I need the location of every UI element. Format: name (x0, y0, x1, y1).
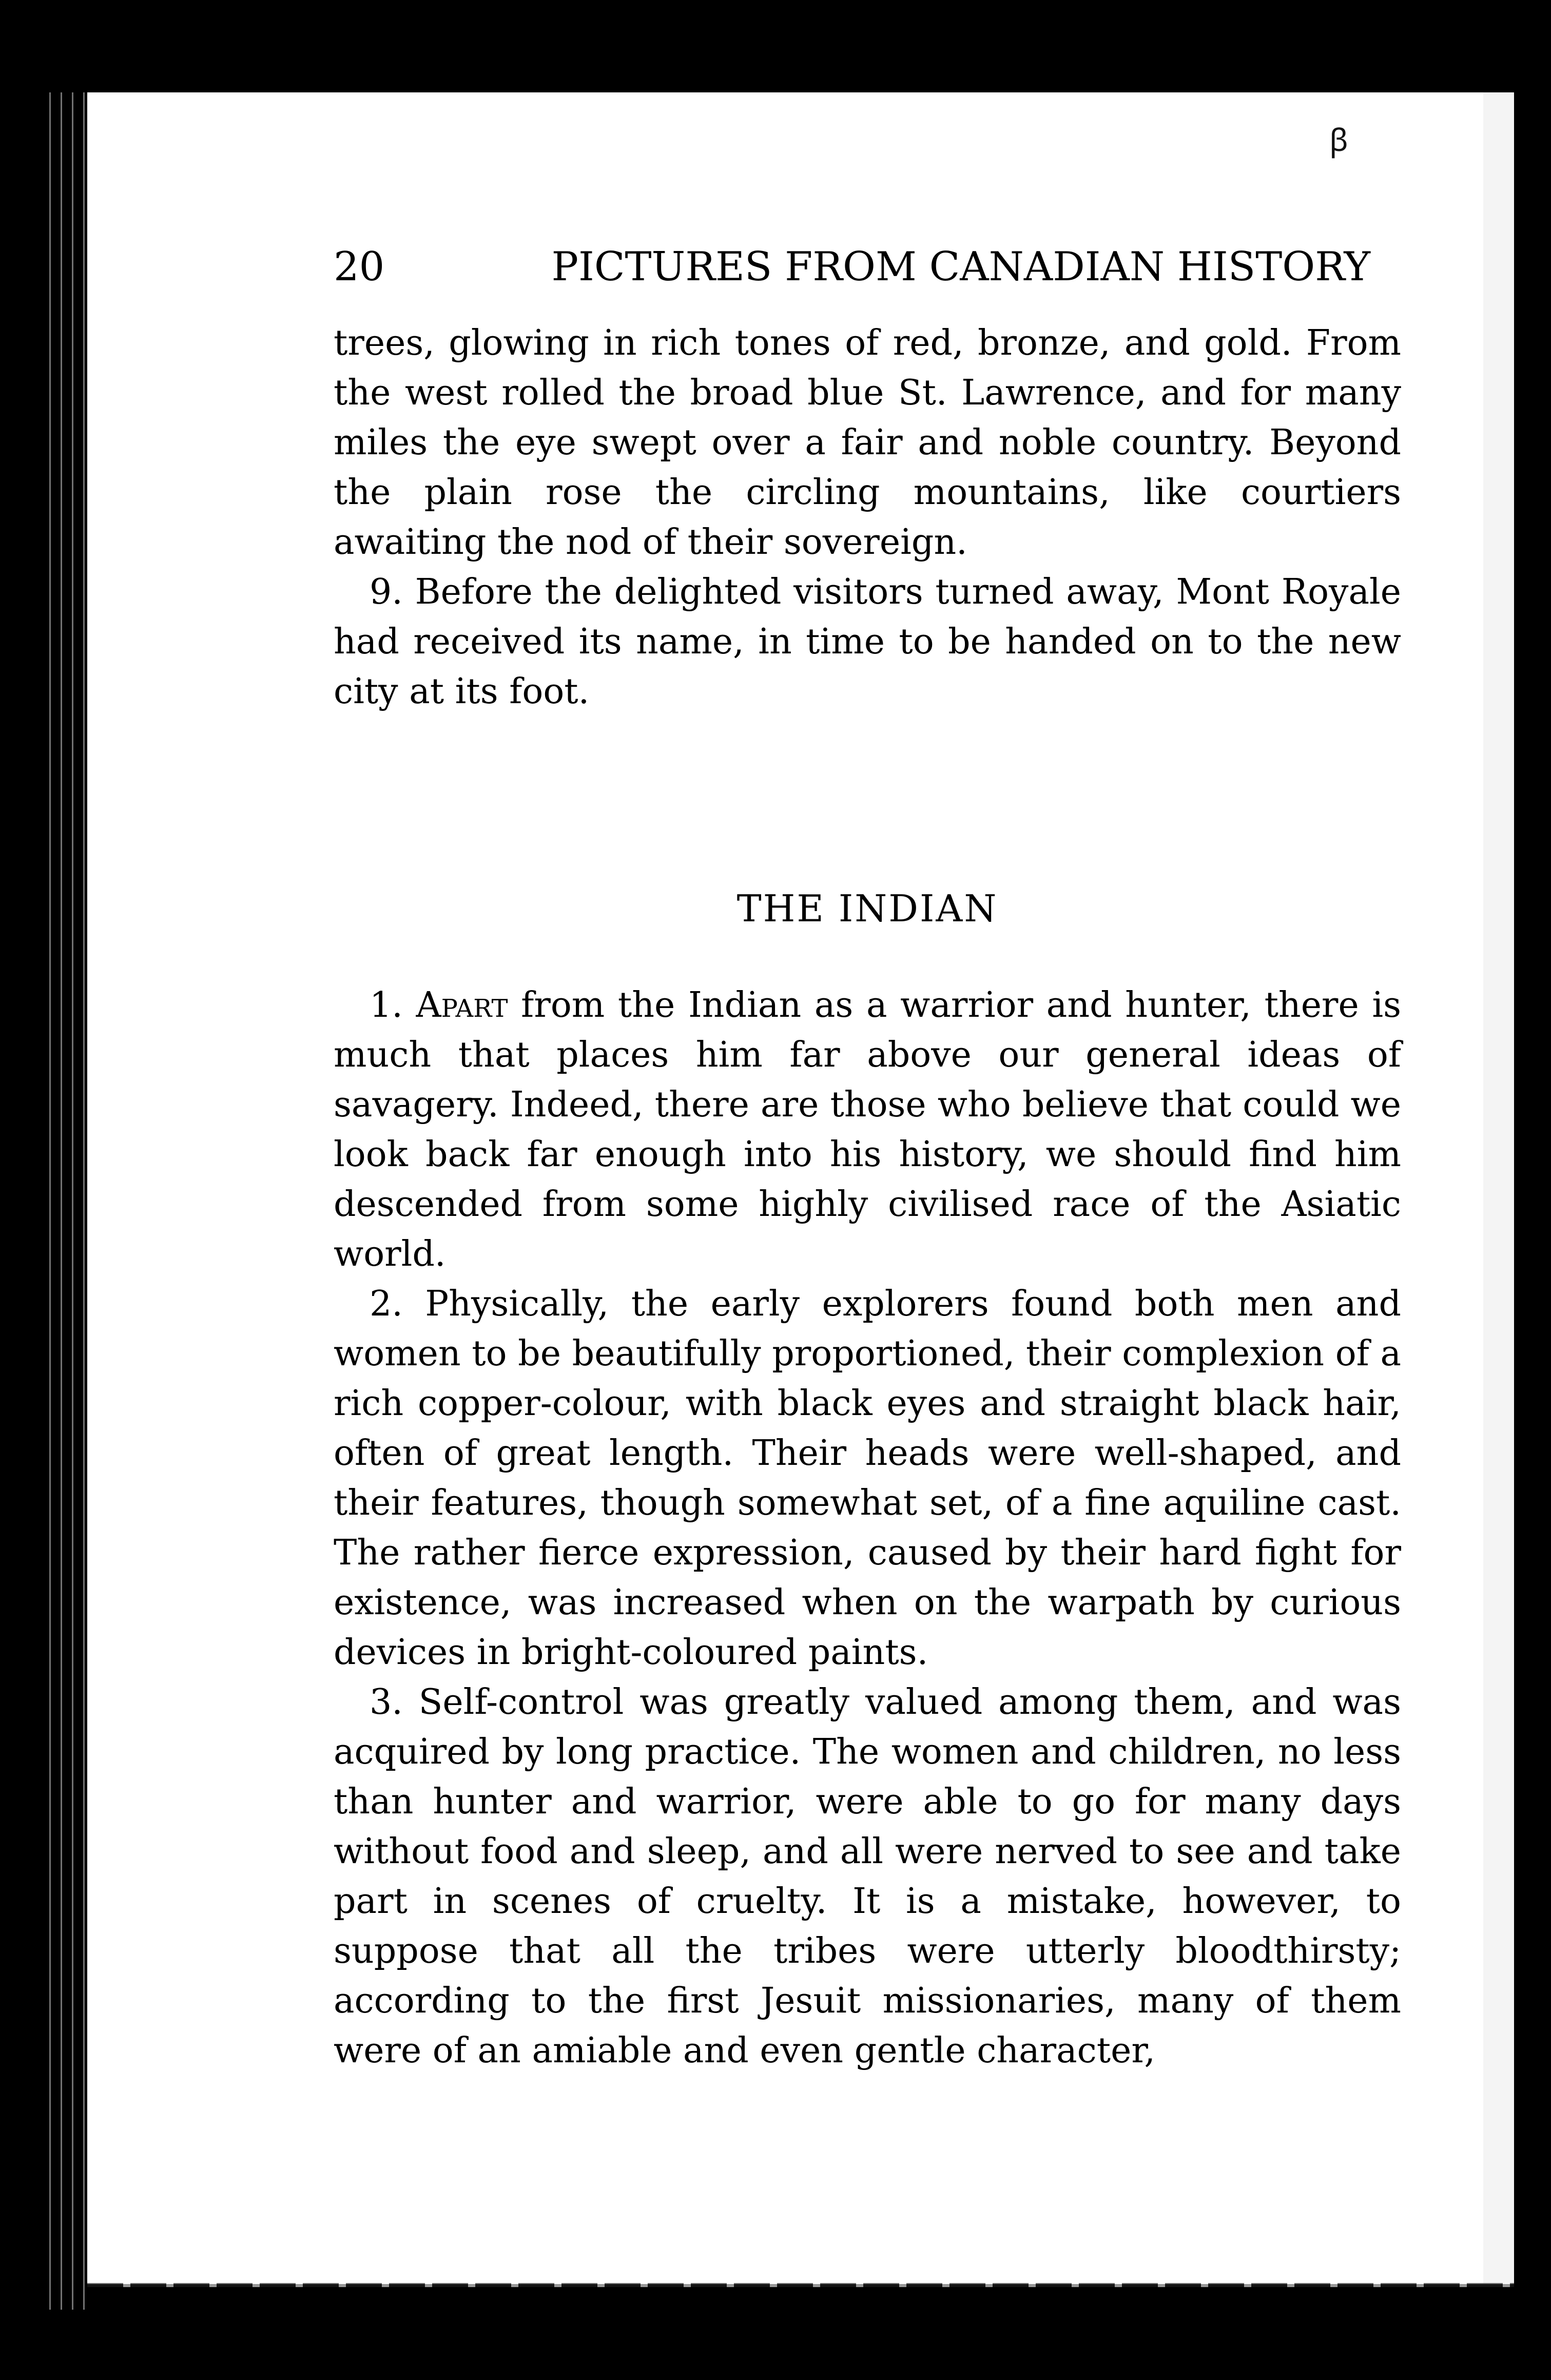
section-heading: THE INDIAN (736, 887, 998, 930)
page-edge-right (1483, 92, 1514, 2284)
paragraph-1-lead: 1. Apart (370, 985, 508, 1025)
paragraph-9: 9. Before the delighted visitors turned away, Mont Royale had received its name, in time to be handed on to the new city at its foot. (334, 572, 1401, 712)
book-title: PICTURES FROM CANADIAN HISTORY (551, 244, 1370, 290)
page-edge-left (46, 92, 87, 2310)
paragraph-1 (334, 980, 1401, 1279)
section-text (334, 980, 1401, 2076)
paragraph-3: 3. Self-control was greatly valued among them, and was acquired by long practice. The women and children, no less than hunter and warrior, were able to go for many days without food and sleep, and all were nerved to see and take part in scenes of cruelty. It is a mistake, however, to suppose that all the tribes were utterly bloodthirsty; according to the first Jesuit missionaries, many of them were of an amiable and even gentle character, (334, 1682, 1401, 2071)
page-number: 20 (334, 244, 385, 290)
paragraph-1-body: from the Indian as a warrior and hunter, there is much that places him far above our general ideas of savagery. Indeed, there are those who believe that could we look back far enough into his history, we should find him descended from some highly civilised race of the Asiatic world. (334, 985, 1401, 1274)
paragraph-continuation: trees, glowing in rich tones of red, bronze, and gold. From the west rolled the broad blue St. Lawrence, and for many miles the eye swept over a fair and noble country. Beyond the plain rose the circling mountains, like courtiers awaiting the nod of their sovereign. (334, 323, 1401, 563)
running-head (334, 241, 1370, 293)
continued-text (334, 318, 1401, 717)
paragraph-2: 2. Physically, the early explorers found both men and women to be beautifully proportioned, their complexion of a rich copper-colour, with black eyes and straight black hair, often of great length. Their heads were well-shaped, and their features, though somewhat set, of a fine aquiline cast. The rather fierce expression, caused by their hard fight for existence, was increased when on the warpath by curious devices in bright-coloured paints. (334, 1284, 1401, 1673)
page-corner-mark: ꞵ (1329, 123, 1349, 159)
page-bottom-edge (87, 2283, 1514, 2287)
